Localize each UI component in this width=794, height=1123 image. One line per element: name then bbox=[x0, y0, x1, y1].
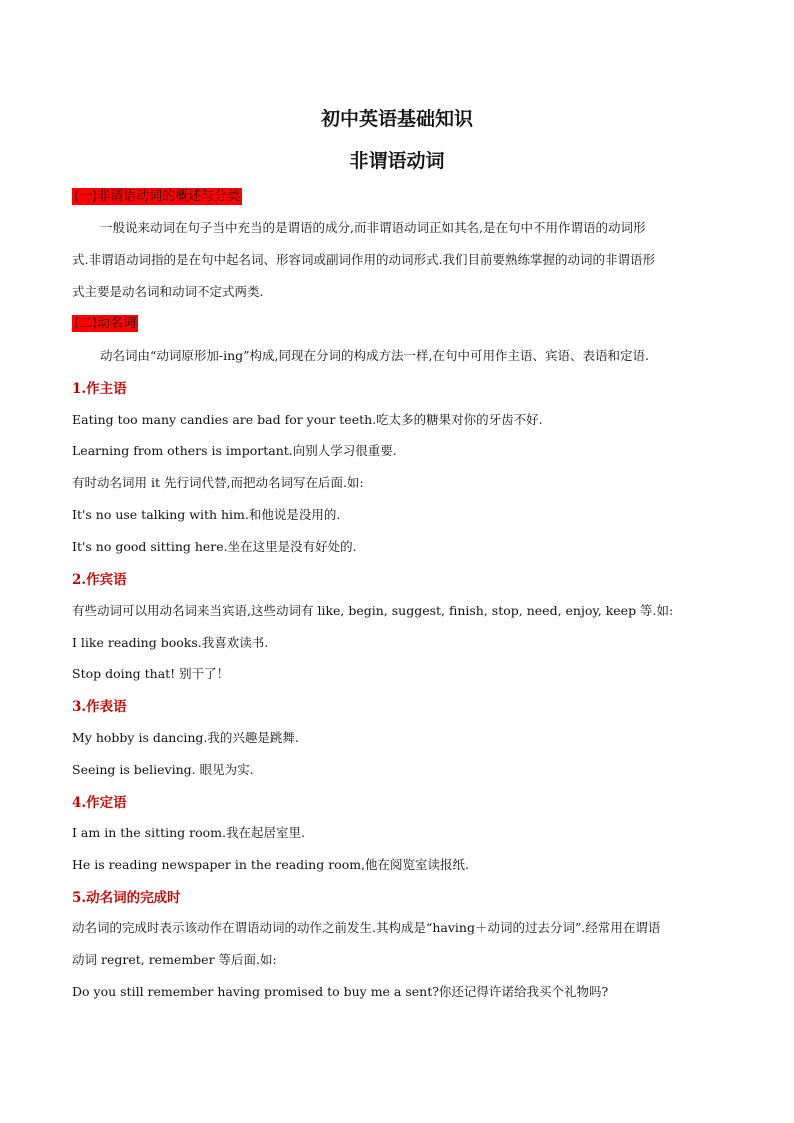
example-line: He is reading newspaper in the reading room,他在阅览室读报纸. bbox=[72, 857, 470, 872]
example-line: Do you still remember having promised to buy me a sent?你还记得许诺给我买个礼物吗? bbox=[72, 984, 609, 999]
subheading-subject: 1.作主语 bbox=[72, 381, 127, 397]
example-line: Seeing is believing. 眼见为实. bbox=[72, 762, 254, 777]
paragraph-line: 动名词由“动词原形加-ing”构成,同现在分词的构成方法一样,在句中可用作主语、宾语、表语和定语. bbox=[100, 348, 649, 363]
example-line: I am in the sitting room.我在起居室里. bbox=[72, 825, 305, 840]
subheading-perfect: 5.动名词的完成时 bbox=[72, 890, 181, 906]
document-subtitle: 非谓语动词 bbox=[349, 150, 445, 172]
example-line: I like reading books.我喜欢读书. bbox=[72, 635, 269, 650]
paragraph-line: 动词 regret, remember 等后面.如: bbox=[72, 952, 277, 967]
paragraph-line: 一般说来动词在句子当中充当的是谓语的成分,而非谓语动词正如其名,是在句中不用作谓语的动词形 bbox=[100, 220, 646, 235]
subheading-object: 2.作宾语 bbox=[72, 572, 127, 588]
example-line: It's no good sitting here.坐在这里是没有好处的. bbox=[72, 539, 357, 554]
paragraph-line: 式.非谓语动词指的是在句中起名词、形容词或副词作用的动词形式.我们目前要熟练掌握的动词的非谓语形 bbox=[72, 252, 655, 267]
example-line: My hobby is dancing.我的兴趣是跳舞. bbox=[72, 730, 299, 745]
section-heading-overview: (一)非谓语动词的概述与分类 bbox=[74, 189, 241, 204]
subheading-attribute: 4.作定语 bbox=[72, 795, 127, 811]
section-heading-gerund: (二)动名词 bbox=[74, 316, 137, 331]
document-title: 初中英语基础知识 bbox=[320, 108, 473, 130]
subheading-predicative: 3.作表语 bbox=[72, 699, 127, 715]
paragraph-line: 动名词的完成时表示该动作在谓语动词的动作之前发生.其构成是“having＋动词的过去分词”.经常用在谓语 bbox=[72, 920, 661, 935]
paragraph-line: 式主要是动名词和动词不定式两类. bbox=[72, 284, 264, 299]
example-line: 有些动词可以用动名词来当宾语,这些动词有 like, begin, suggest, finish, stop, need, enjoy, keep 等.如: bbox=[72, 603, 674, 618]
example-line: It's no use talking with him.和他说是没用的. bbox=[72, 507, 341, 522]
example-line: Eating too many candies are bad for your teeth.吃太多的糖果对你的牙齿不好. bbox=[72, 412, 543, 427]
example-line: Learning from others is important.向别人学习很重要. bbox=[72, 443, 397, 458]
example-line: Stop doing that! 别干了！ bbox=[72, 666, 230, 681]
example-line: 有时动名词用 it 先行词代替,而把动名词写在后面.如: bbox=[72, 475, 364, 490]
